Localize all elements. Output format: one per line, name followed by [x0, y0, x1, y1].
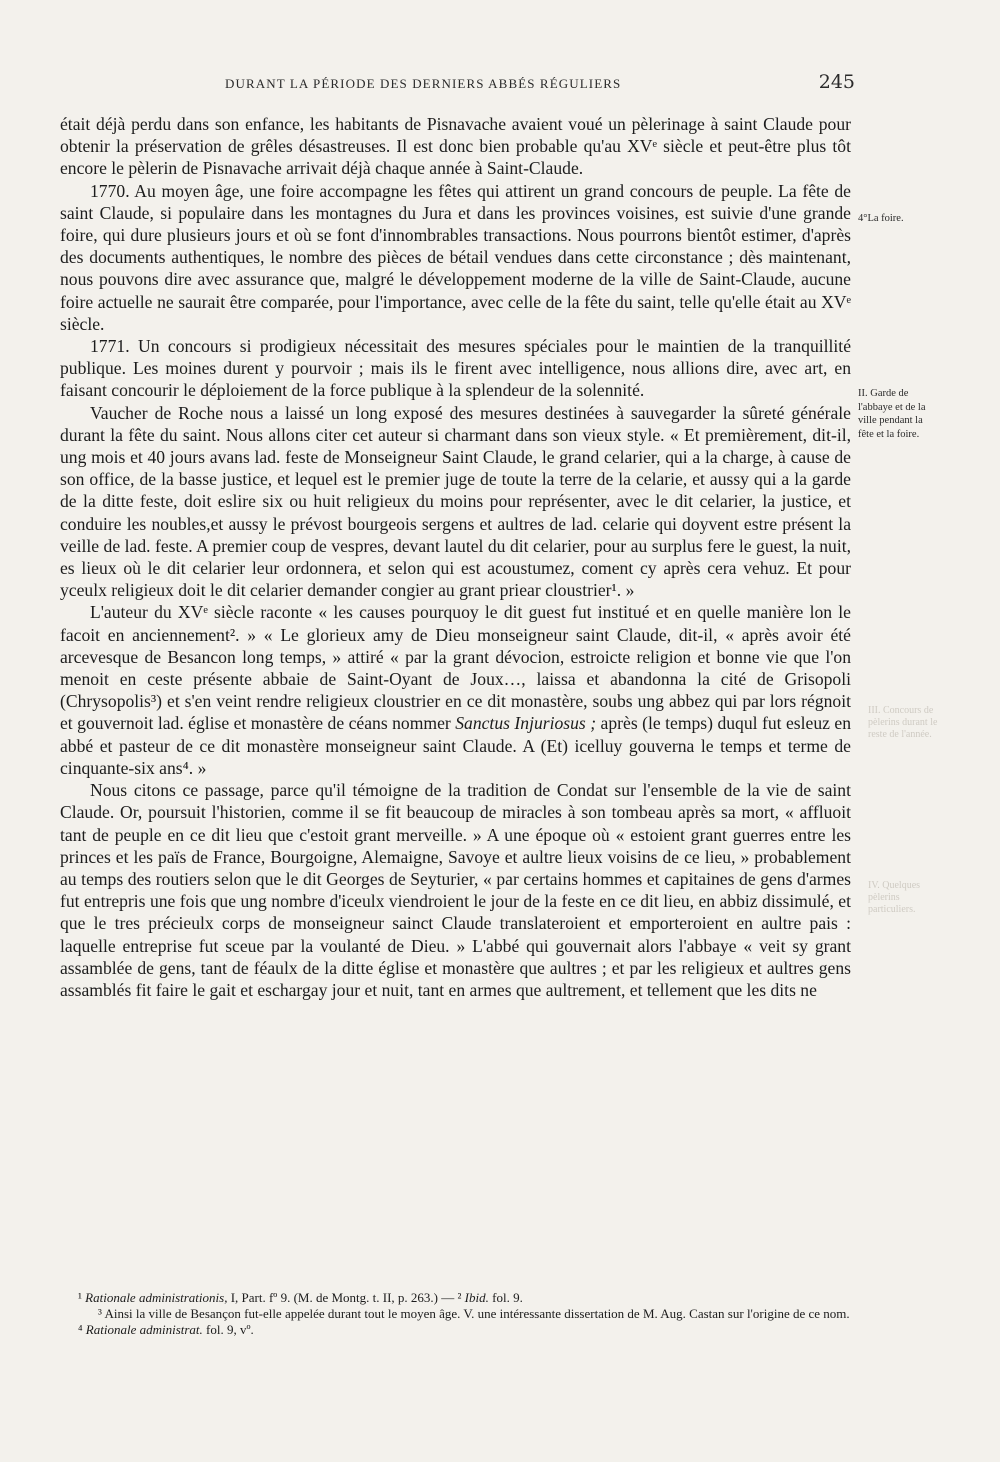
footnote-2-italic: Ibid.: [464, 1290, 489, 1305]
running-head-title: DURANT LA PÉRIODE DES DERNIERS ABBÉS RÉGULIERS: [225, 76, 622, 91]
bleed-through-note-pelerins: IV. Quelques pèlerins particuliers.: [868, 880, 921, 915]
footnote-3-marker: ³: [98, 1306, 102, 1321]
footnote-3-text: Ainsi la ville de Besançon fut-elle appelée durant tout le moyen âge. V. une intéressante dissertation de M. Aug. Castan sur l'origine de ce nom.: [104, 1306, 850, 1321]
italic-sanctus-injuriosus: Sanctus Injuriosus ;: [455, 713, 597, 734]
page-number: 245: [818, 71, 855, 93]
paragraph-auteur-text-a: L'auteur du XVᵉ siècle raconte « les causes pourquoy le dit guest fut institué et en quelle manière lon le facoit en anciennement². » « Le glorieux amy de Dieu monseigneur saint Claude, dit-il, « après avoir été arcevesque de Besancon long temps, » attiré « par la grant dévocion, estroicte religion et bonne vie que l'on menoit en ceste présente abbaie de Saint-Oyant de Joux…, laissa et abandonna la cité de Grisopoli (Chrysopolis³) et s'en veint rendre religieux cloustrier en ce dit monastère, soubs ung abbez qui par lors régnoit et gouvernoit lad. église et monastère de céans nommer: [60, 602, 851, 734]
paragraph-vaucher: Vaucher de Roche nous a laissé un long exposé des mesures destinées à sauvegarder la sûreté générale durant la fête du saint. Nous allons citer cet auteur si charmant dans son vieux style. « Et premièrement, dit-il, ung mois et 40 jours avans lad. feste de Monseigneur Saint Claude, le grand celarier, qui a la charge, à cause de son office, de la basse justice, et lequel est le premier juge de toute la terre de la celarie, et aussy qui a la garde de la ditte feste, doit eslire six ou huit religieux du moins pour représenter, avec le dit celarier, la justice, et conduire les noubles,et aussy le prévost bourgeois sergens et aultres de lad. celarie qui doyvent estre présent la veille de lad. feste. A premier coup de vespres, devant lautel du dit celarier, pour au surplus fere le guest, la nuit, es lieux où le dit celarier leur ordonnera, et selon qui est acoustumez, coment cy après cera vehuz. Et pour yceulx religieux doit le dit celarier demander congier au grant priear cloustrier¹. »: [60, 402, 851, 601]
footnote-1-2: [78, 1290, 853, 1306]
paragraph-auteur: [60, 601, 851, 779]
paragraph-1770: 1770. Au moyen âge, une foire accompagne les fêtes qui attirent un grand concours de peuple. La fête de saint Claude, si populaire dans les montagnes du Jura et dans les provinces voisines, est suivie d'une grande foire, qui dure plusieurs jours et où se font d'innombrables transactions. Nous pourrons bientôt estimer, d'après des documents authentiques, le nombre des pièces de bétail vendues dans cette circonstance ; dès maintenant, nous pouvons dire avec assurance que, malgré le développement moderne de la ville de Saint-Claude, aucune foire actuelle ne saurait être comparée, pour l'importance, avec celle de la fête du saint, telle qu'elle était au XVᵉ siècle.: [60, 180, 851, 334]
paragraph-continuation: était déjà perdu dans son enfance, les habitants de Pisnavache avaient voué un pèlerinage à saint Claude pour obtenir la préservation de grêles désastreuses. Il est donc bien probable qu'au XVᵉ siècle et peut-être plus tôt encore le pèlerin de Pisnavache arrivait déjà chaque année à Saint-Claude.: [60, 114, 851, 179]
footnote-2-text: fol. 9.: [488, 1290, 523, 1305]
footnote-4: [78, 1322, 853, 1338]
paragraph-1771: 1771. Un concours si prodigieux nécessitait des mesures spéciales pour le maintien de la tranquillité publique. Les moines durent y pourvoir ; mais ils le firent avec intelligence, nous allions dire, avec art, en faisant concourir le déploiement de la force publique à la splendeur de la solennité.: [60, 336, 851, 401]
footnote-2-marker: ²: [457, 1290, 462, 1305]
footnote-3: [78, 1306, 853, 1322]
footnote-1-text: I, Part. fº 9. (M. de Montg. t. II, p. 263.) —: [227, 1290, 458, 1305]
margin-note-garde: II. Garde de l'abbaye et de la ville pendant la fête et la foire.: [858, 388, 926, 440]
margin-note-foire: 4°La foire.: [858, 213, 904, 224]
footnote-4-marker: ⁴: [78, 1322, 83, 1337]
bleed-through-note-concours: III. Concours de pèlerins durant le reste de l'année.: [868, 705, 938, 740]
footnote-4-italic: Rationale administrat.: [85, 1322, 203, 1337]
running-head: [60, 71, 855, 93]
footnote-1-marker: ¹: [78, 1290, 82, 1305]
paragraph-auteur-text-b: après (le temps) duqul fut esleuz en abbé et pasteur de ce dit monastère monseigneur saint Claude. A (Et) icelluy gouverna le temps et terme de cinquante-six ans⁴. »: [60, 713, 851, 778]
body-text: [60, 113, 851, 1001]
footnote-1-italic: Rationale administrationis,: [85, 1290, 228, 1305]
footnotes: [78, 1290, 853, 1338]
footnote-4-text: fol. 9, vº.: [202, 1322, 254, 1337]
paragraph-nous-citons: Nous citons ce passage, parce qu'il témoigne de la tradition de Condat sur l'ensemble de la vie de saint Claude. Or, poursuit l'historien, comme il se fit beaucoup de miracles à son tombeau après sa mort, « affluoit tant de peuple en ce dit lieu que c'estoit grant merveille. » A une époque où « estoient grant guerres entre les princes et les païs de France, Bourgoigne, Alemaigne, Savoye et aultre lieux voisins de ce lieu, » probablement au temps des routiers selon que le dit Georges de Seyturier, « par certains hommes et capitaines de gens d'armes fut entrepris une fois que ung nombre d'iceulx viendroient le jour de la feste en ce dit lieu, en abbiz dissimulé, et que le tres précieulx corps de monseigneur sainct Claude translateroient et emporteroient en aultre pais : laquelle entreprise fut sceue par la voulanté de Dieu. » L'abbé qui gouvernait alors l'abbaye « veit sy grant assamblée de gens, tant de féaulx de la ditte église et monastère que aultres ; et par les religieux et aultres gens assamblés fit faire le gait et eschargay jour et nuit, tant en armes que aultrement, et tellement que les dits ne: [60, 780, 851, 1000]
